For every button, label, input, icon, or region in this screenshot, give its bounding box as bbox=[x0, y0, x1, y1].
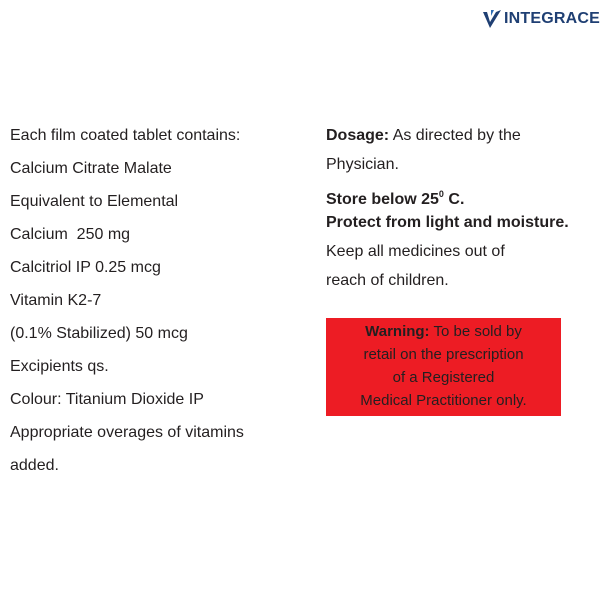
warning-label: Warning: bbox=[365, 323, 430, 340]
composition-line: Equivalent to Elemental bbox=[10, 193, 179, 210]
composition-line: Each film coated tablet contains: bbox=[10, 127, 241, 144]
warning-line-2: retail on the prescription bbox=[363, 346, 524, 363]
composition-line: Vitamin K2-7 bbox=[10, 292, 102, 309]
protect-line: Protect from light and moisture. bbox=[326, 214, 569, 231]
brand-name: INTEGRACE bbox=[504, 10, 600, 27]
dosage-label: Dosage: bbox=[326, 127, 390, 144]
warning-box bbox=[326, 318, 561, 416]
storage-text: Store below 25 bbox=[326, 191, 439, 208]
storage-line bbox=[326, 181, 598, 210]
warning-line-1 bbox=[326, 320, 561, 343]
keep-line-1: Keep all medicines out of bbox=[326, 243, 505, 260]
composition-line: Calcitriol IP 0.25 mcg bbox=[10, 259, 161, 276]
composition-line: Appropriate overages of vitamins bbox=[10, 424, 244, 441]
dosage-line bbox=[326, 123, 598, 152]
composition-line: Excipients qs. bbox=[10, 358, 109, 375]
composition-block bbox=[10, 123, 310, 486]
instructions-block bbox=[326, 123, 598, 297]
warning-line-4: Medical Practitioner only. bbox=[360, 392, 527, 409]
composition-line: added. bbox=[10, 457, 59, 474]
storage-unit: C. bbox=[443, 191, 465, 208]
degree-mark: 0 bbox=[438, 189, 444, 199]
brand-logo bbox=[482, 8, 600, 30]
dosage-text: As directed by the bbox=[392, 127, 521, 144]
composition-line: Colour: Titanium Dioxide IP bbox=[10, 391, 204, 408]
warning-line-3: of a Registered bbox=[392, 369, 495, 386]
keep-line-2: reach of children. bbox=[326, 272, 449, 289]
integrace-logo-icon bbox=[482, 8, 502, 30]
composition-line: Calcium Citrate Malate bbox=[10, 160, 172, 177]
composition-line: (0.1% Stabilized) 50 mcg bbox=[10, 325, 188, 342]
composition-line: Calcium 250 mg bbox=[10, 226, 131, 243]
warning-text-1: To be sold by bbox=[433, 323, 522, 340]
dosage-line-2: Physician. bbox=[326, 156, 399, 173]
